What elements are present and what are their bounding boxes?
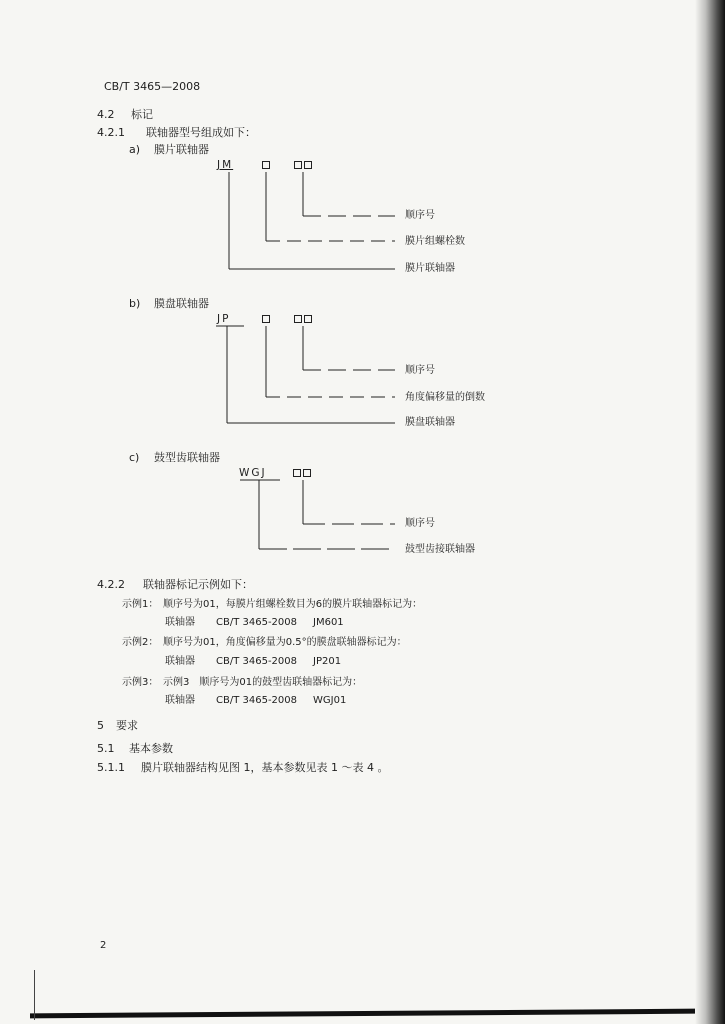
diagram-label: 角度偏移量的倒数	[405, 392, 485, 403]
example-label: 示例1：	[122, 599, 159, 610]
scan-edge-shadow	[695, 0, 725, 1024]
diagram-label: 顺序号	[405, 210, 435, 221]
example-mark-standard: CB/T 3465-2008	[216, 656, 298, 667]
section-title: 标记	[131, 108, 153, 121]
diagram-label: 膜盘联轴器	[405, 417, 455, 428]
clause-text: 联轴器型号组成如下：	[146, 126, 256, 139]
section-number: 4.2	[97, 108, 115, 121]
example-text: 示例3 顺序号为01的鼓型齿联轴器标记为：	[163, 677, 363, 688]
clause-number: 5.1.1	[97, 761, 125, 774]
item-label: c)	[129, 451, 140, 464]
section-title: 要求	[116, 719, 138, 732]
example-mark-code: JP201	[313, 656, 342, 667]
item-label: b)	[129, 297, 141, 310]
example-mark-code: WGJ01	[313, 695, 347, 706]
example-text: 顺序号为01，每膜片组螺栓数目为6的膜片联轴器标记为：	[163, 599, 423, 610]
example-text: 顺序号为01，角度偏移量为0.5°的膜盘联轴器标记为：	[163, 637, 407, 648]
example-mark-standard: CB/T 3465-2008	[216, 695, 298, 706]
example-mark-standard: CB/T 3465-2008	[216, 617, 298, 628]
diagram-label: 膜片联轴器	[405, 263, 455, 274]
document-code: CB/T 3465—2008	[104, 80, 201, 93]
item-title: 鼓型齿联轴器	[154, 451, 220, 464]
example-mark-name: 联轴器	[165, 656, 195, 667]
clause-number: 4.2.1	[97, 126, 125, 139]
example-mark-name: 联轴器	[165, 695, 195, 706]
item-label: a)	[129, 143, 141, 156]
diagram-label: 顺序号	[405, 365, 435, 376]
page-number: 2	[100, 940, 107, 951]
diagram-label: 鼓型齿接联轴器	[405, 544, 475, 555]
model-code: WGJ	[239, 467, 267, 479]
diagram-label: 膜片组螺栓数	[405, 236, 465, 247]
clause-text: 联轴器标记示例如下：	[143, 578, 253, 591]
item-title: 膜盘联轴器	[154, 297, 209, 310]
example-mark-code: JM601	[313, 617, 344, 628]
diagram-label: 顺序号	[405, 518, 435, 529]
model-code: JM	[217, 159, 234, 171]
scan-left-mark	[34, 970, 35, 1020]
clause-title: 基本参数	[129, 742, 173, 755]
model-code: JP	[217, 313, 231, 325]
section-number: 5	[97, 719, 104, 732]
clause-text: 膜片联轴器结构见图 1，基本参数见表 1 ～表 4 。	[141, 761, 389, 774]
example-label: 示例2：	[122, 637, 159, 648]
item-title: 膜片联轴器	[154, 143, 209, 156]
example-label: 示例3：	[122, 677, 159, 688]
clause-number: 5.1	[97, 742, 115, 755]
clause-number: 4.2.2	[97, 578, 125, 591]
example-mark-name: 联轴器	[165, 617, 195, 628]
